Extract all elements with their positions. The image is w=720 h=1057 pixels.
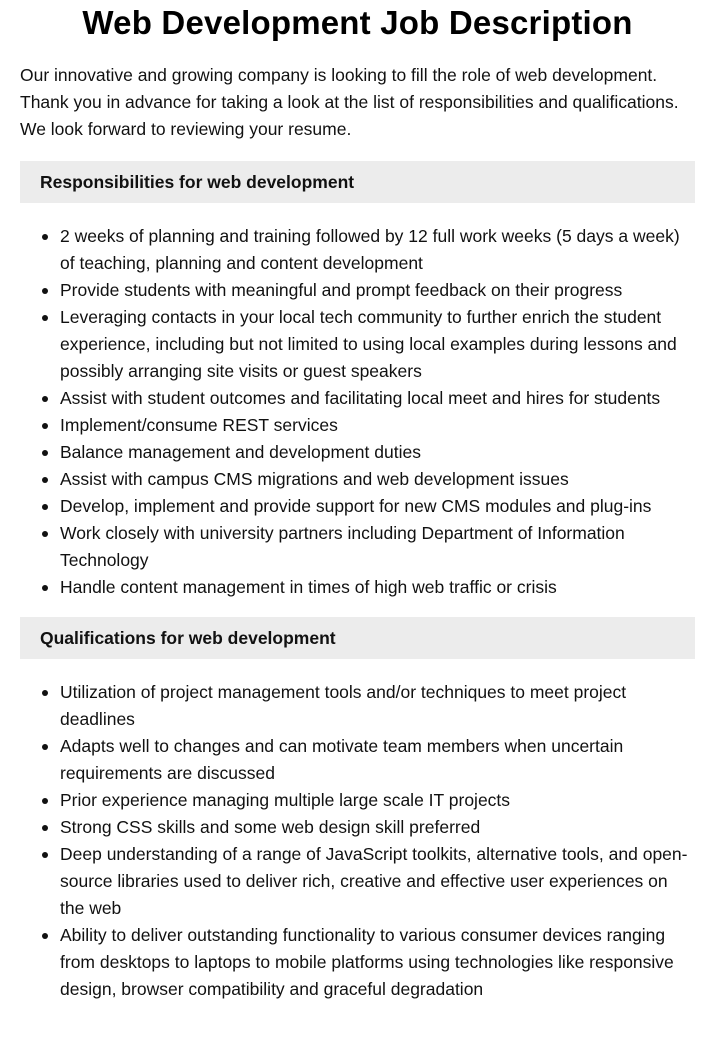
list-item: Deep understanding of a range of JavaScript toolkits, alternative tools, and open-source libraries used to deliver rich, creative and effective user experiences on the web (60, 841, 695, 922)
list-item: Handle content management in times of high web traffic or crisis (60, 574, 695, 601)
page-title: Web Development Job Description (82, 4, 633, 41)
responsibilities-heading: Responsibilities for web development (20, 161, 695, 203)
list-item: Leveraging contacts in your local tech community to further enrich the student experience, including but not limited to using local examples during lessons and possibly arranging site visits or guest speakers (60, 304, 695, 385)
list-item: Adapts well to changes and can motivate team members when uncertain requirements are discussed (60, 733, 695, 787)
list-item: Balance management and development duties (60, 439, 695, 466)
list-item: 2 weeks of planning and training followed by 12 full work weeks (5 days a week) of teaching, planning and content development (60, 223, 695, 277)
intro-paragraph: Our innovative and growing company is looking to fill the role of web development. Thank you in advance for taking a look at the list of responsibilities and qualifications. We look forward to reviewing your resume. (20, 65, 679, 139)
qualifications-list (20, 679, 695, 1003)
list-item: Implement/consume REST services (60, 412, 695, 439)
list-item: Work closely with university partners including Department of Information Technology (60, 520, 695, 574)
list-item: Prior experience managing multiple large scale IT projects (60, 787, 695, 814)
list-item: Assist with campus CMS migrations and web development issues (60, 466, 695, 493)
list-item: Develop, implement and provide support for new CMS modules and plug-ins (60, 493, 695, 520)
responsibilities-list (20, 223, 695, 601)
list-item: Utilization of project management tools and/or techniques to meet project deadlines (60, 679, 695, 733)
qualifications-heading: Qualifications for web development (20, 617, 695, 659)
list-item: Assist with student outcomes and facilitating local meet and hires for students (60, 385, 695, 412)
list-item: Strong CSS skills and some web design skill preferred (60, 814, 695, 841)
list-item: Provide students with meaningful and prompt feedback on their progress (60, 277, 695, 304)
list-item: Ability to deliver outstanding functionality to various consumer devices ranging from desktops to laptops to mobile platforms using technologies like responsive design, browser compatibility and graceful degradation (60, 922, 695, 1003)
